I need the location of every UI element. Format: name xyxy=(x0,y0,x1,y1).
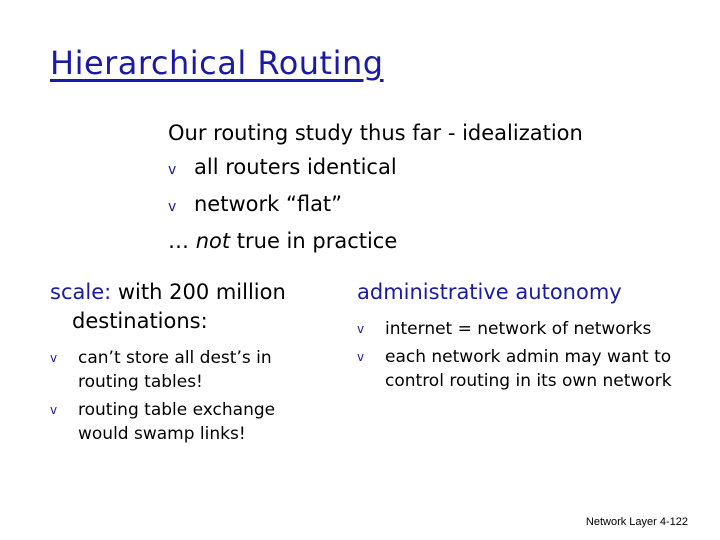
bullet-icon: v xyxy=(168,199,177,215)
scale-heading-accent: scale: xyxy=(50,280,112,304)
scale-heading xyxy=(50,278,330,336)
intro-bullet-1 xyxy=(168,150,583,187)
list-item xyxy=(50,398,330,446)
conclusion-prefix: … xyxy=(168,229,196,253)
intro-bullet-text: network “flat” xyxy=(194,192,343,216)
list-item-text: internet = network of networks xyxy=(385,319,652,339)
conclusion-emphasis: not xyxy=(195,229,231,253)
intro-line: Our routing study thus far - idealization xyxy=(168,121,583,145)
list-item xyxy=(357,345,697,393)
slide-footer: Network Layer 4-122 xyxy=(585,516,688,528)
bullet-icon: v xyxy=(50,403,58,417)
intro-bullet-2 xyxy=(168,187,583,224)
autonomy-heading: administrative autonomy xyxy=(357,280,622,304)
bullet-icon: v xyxy=(50,351,58,365)
list-item-text: each network admin may want to control routing in its own network xyxy=(385,347,672,391)
slide-title: Hierarchical Routing xyxy=(50,44,384,82)
list-item-text: routing table exchange would swamp links! xyxy=(78,400,276,444)
scale-heading-line2: destinations: xyxy=(72,309,208,333)
intro-block xyxy=(168,116,583,258)
list-item xyxy=(50,346,330,394)
list-item-text: can’t store all dest’s in routing tables! xyxy=(78,348,272,392)
bullet-icon: v xyxy=(357,322,365,336)
scale-column xyxy=(50,278,330,450)
bullet-icon: v xyxy=(168,162,177,178)
conclusion-suffix: true in practice xyxy=(230,229,398,253)
autonomy-list xyxy=(357,317,697,393)
autonomy-column xyxy=(357,278,697,397)
scale-list xyxy=(50,346,330,446)
list-item xyxy=(357,317,697,341)
intro-conclusion xyxy=(168,224,583,258)
bullet-icon: v xyxy=(357,350,365,364)
scale-heading-text: with 200 million xyxy=(111,280,286,304)
intro-bullet-text: all routers identical xyxy=(194,155,397,179)
